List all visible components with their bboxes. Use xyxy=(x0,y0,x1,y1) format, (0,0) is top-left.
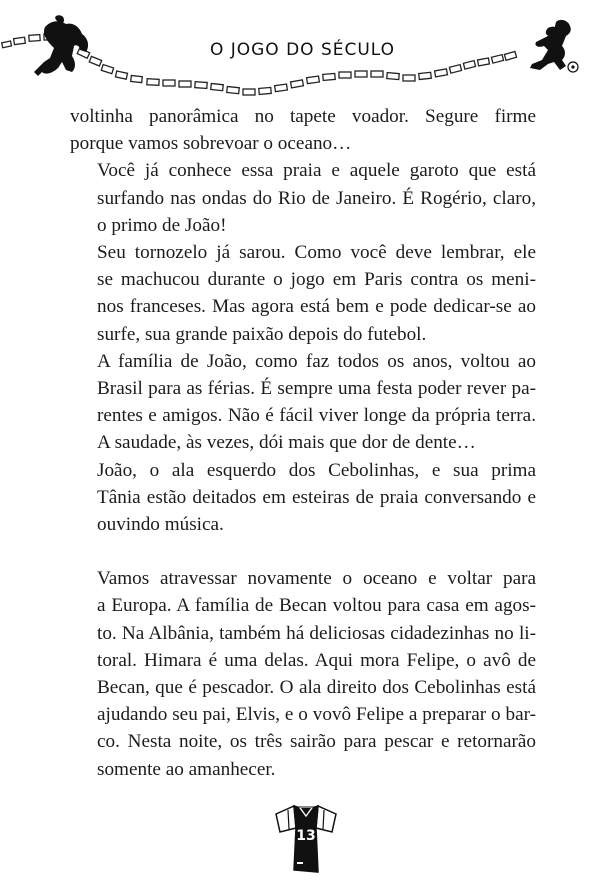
text-line: co. Nesta noite, os três sairão para pescar e retornarão xyxy=(97,731,536,753)
text-line: to. Na Albânia, também há deliciosas cidadezinhas no li- xyxy=(97,622,536,644)
text-line: A família de João, como faz todos os anos, voltou ao xyxy=(97,350,536,372)
text-line: Seu tornozelo já sarou. Como você deve lembrar, ele xyxy=(97,242,536,264)
text-line: Becan, que é pescador. O ala direito dos Cebolinhas está xyxy=(97,677,536,699)
paragraph-5 xyxy=(70,457,536,539)
text-line: se machucou durante o jogo em Paris contra os meni- xyxy=(97,269,536,291)
text-line: porque vamos sobrevoar o oceano… xyxy=(70,133,352,155)
text-line: o primo de João! xyxy=(97,214,227,236)
text-line: nos franceses. Mas agora está bem e pode dedicar-se ao xyxy=(97,296,536,318)
text-line: surfando nas ondas do Rio de Janeiro. É Rogério, claro, xyxy=(97,187,536,209)
paragraph-6 xyxy=(70,565,536,783)
body-text xyxy=(70,103,536,783)
text-line: A saudade, às vezes, dói mais que dor de dente… xyxy=(97,432,476,454)
text-line: Tânia estão deitados em esteiras de praia conversando e xyxy=(97,486,536,508)
page-number: 13 xyxy=(296,828,316,844)
text-line: voltinha panorâmica no tapete voador. Segure firme xyxy=(70,106,536,127)
text-line: a Europa. A família de Becan voltou para casa em agos- xyxy=(97,595,536,617)
text-line: ajudando seu pai, Elvis, e o vovô Felipe a preparar o bar- xyxy=(97,704,536,726)
text-line: João, o ala esquerdo dos Cebolinhas, e sua prima xyxy=(97,459,536,481)
text-line: surfe, sua grande paixão depois do futebol. xyxy=(97,323,427,345)
page-number-folio xyxy=(270,798,350,878)
page-header xyxy=(0,0,605,105)
running-title: O JOGO DO SÉCULO xyxy=(209,40,396,60)
paragraph-1 xyxy=(70,103,536,157)
text-line: rentes e amigos. Não é fácil viver longe da própria terra. xyxy=(97,405,536,427)
paragraph-3 xyxy=(70,239,536,348)
text-line: somente ao amanhecer. xyxy=(97,758,276,780)
paragraph-2 xyxy=(70,157,536,239)
text-line: Você já conhece essa praia e aquele garoto que está xyxy=(97,160,536,182)
text-line: ouvindo música. xyxy=(97,514,224,536)
soccer-ball-icon xyxy=(568,62,578,72)
text-line: toral. Himara é uma delas. Aqui mora Felipe, o avô de xyxy=(97,649,536,671)
text-line: Brasil para as férias. É sempre uma festa poder rever pa- xyxy=(97,378,536,400)
paragraph-4 xyxy=(70,348,536,457)
text-line: Vamos atravessar novamente o oceano e voltar para xyxy=(97,568,536,590)
